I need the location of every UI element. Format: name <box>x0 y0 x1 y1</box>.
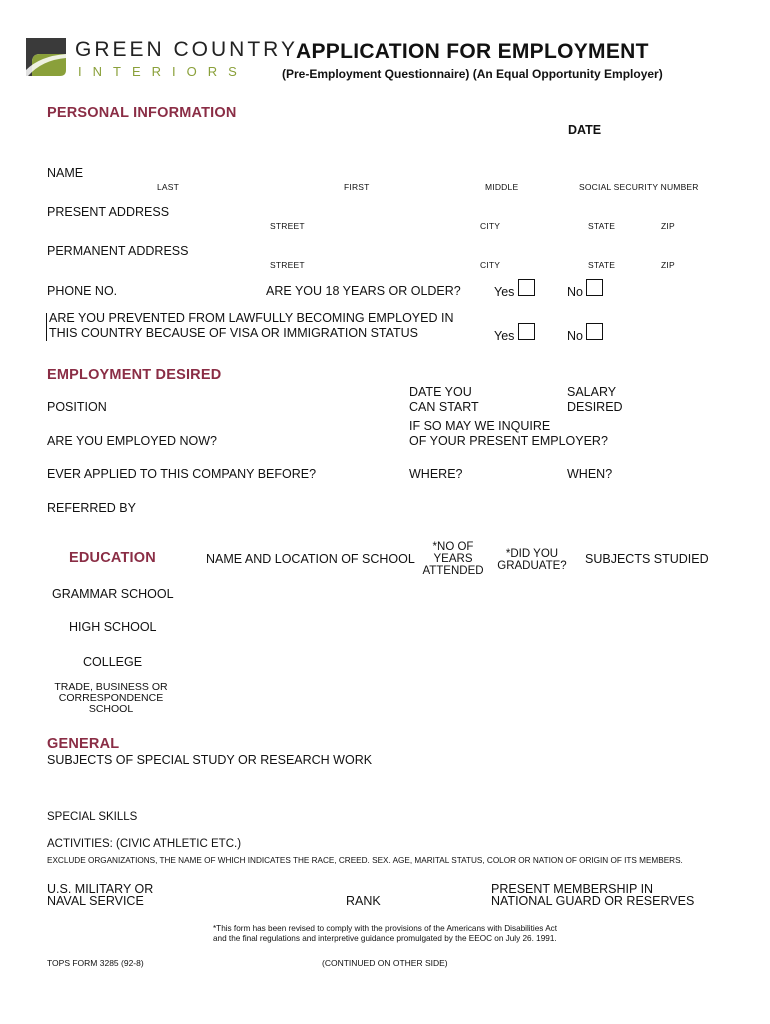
inquire-label-line2[interactable]: OF YOUR PRESENT EMPLOYER? <box>409 434 608 448</box>
present-city-label: CITY <box>480 221 501 231</box>
visa-question-line2: THIS COUNTRY BECAUSE OF VISA OR IMMIGRATION STATUS <box>49 326 419 340</box>
age-yes-label: Yes <box>494 285 515 299</box>
school-name-column: NAME AND LOCATION OF SCHOOL <box>206 552 415 566</box>
date-label[interactable]: DATE <box>568 123 602 137</box>
age-no-checkbox[interactable] <box>586 279 603 296</box>
present-address-label[interactable]: PRESENT ADDRESS <box>47 205 170 219</box>
trade-school-line2: CORRESPONDENCE <box>58 692 164 704</box>
permanent-address-label[interactable]: PERMANENT ADDRESS <box>47 244 189 258</box>
special-study-label[interactable]: SUBJECTS OF SPECIAL STUDY OR RESEARCH WORK <box>47 753 373 767</box>
permanent-state-label: STATE <box>588 260 616 270</box>
name-middle-label: MIDDLE <box>485 182 519 192</box>
visa-yes-label: Yes <box>494 329 515 343</box>
national-guard-label-line2[interactable]: NATIONAL GUARD OR RESERVES <box>491 894 695 908</box>
logo-line2: INTERIORS <box>78 64 248 79</box>
page-subtitle: (Pre-Employment Questionnaire) (An Equal Opportunity Employer) <box>282 67 663 81</box>
section-personal-information: PERSONAL INFORMATION <box>47 105 237 121</box>
section-education: EDUCATION <box>69 550 156 566</box>
name-label[interactable]: NAME <box>47 166 84 180</box>
graduated-line1: *DID YOU <box>505 548 559 560</box>
salary-label-line2[interactable]: DESIRED <box>567 400 623 414</box>
grammar-school-row[interactable]: GRAMMAR SCHOOL <box>52 587 174 601</box>
high-school-row[interactable]: HIGH SCHOOL <box>69 620 157 634</box>
visa-yes-checkbox[interactable] <box>518 323 535 340</box>
years-attended-line1: *NO OF <box>432 541 474 553</box>
page-title: APPLICATION FOR EMPLOYMENT <box>296 40 649 63</box>
present-street-label: STREET <box>270 221 305 231</box>
phone-label[interactable]: PHONE NO. <box>47 284 118 298</box>
activities-label[interactable]: ACTIVITIES: (CIVIC ATHLETIC ETC.) <box>47 838 242 850</box>
visa-no-checkbox[interactable] <box>586 323 603 340</box>
age-no-label: No <box>567 285 583 299</box>
referred-by-label[interactable]: REFERRED BY <box>47 501 136 515</box>
section-employment-desired: EMPLOYMENT DESIRED <box>47 367 222 383</box>
trade-school-row[interactable] <box>46 682 176 715</box>
date-start-label-line2[interactable]: CAN START <box>409 400 479 414</box>
visa-question-bracket <box>46 313 47 341</box>
college-row[interactable]: COLLEGE <box>83 655 143 669</box>
exclude-note: EXCLUDE ORGANIZATIONS, THE NAME OF WHICH INDICATES THE RACE, CREED. SEX. AGE, MARITAL STATUS, COLOR OR NATION OF ORIGIN OF ITS MEMBERS. <box>47 856 683 865</box>
graduated-line2: GRADUATE? <box>497 560 567 572</box>
ada-note-line1: *This form has been revised to comply with the provisions of the Americans with Disabilities Act <box>213 924 558 933</box>
years-attended-column <box>413 541 493 577</box>
section-general: GENERAL <box>47 736 120 752</box>
visa-no-label: No <box>567 329 583 343</box>
age-question: ARE YOU 18 YEARS OR OLDER? <box>266 284 461 298</box>
where-label[interactable]: WHERE? <box>409 467 463 481</box>
present-state-label: STATE <box>588 221 616 231</box>
visa-question-line1: ARE YOU PREVENTED FROM LAWFULLY BECOMING EMPLOYED IN <box>49 311 454 325</box>
national-guard-label-line1: PRESENT MEMBERSHIP IN <box>491 882 654 896</box>
permanent-street-label: STREET <box>270 260 305 270</box>
position-label[interactable]: POSITION <box>47 400 107 414</box>
years-attended-line3: ATTENDED <box>422 565 484 577</box>
rank-label[interactable]: RANK <box>346 894 381 908</box>
special-skills-label[interactable]: SPECIAL SKILLS <box>47 811 138 823</box>
when-label[interactable]: WHEN? <box>567 467 613 481</box>
logo-line1: GREEN COUNTRY <box>75 38 298 61</box>
military-label-line2[interactable]: NAVAL SERVICE <box>47 894 144 908</box>
inquire-label-line1: IF SO MAY WE INQUIRE <box>409 419 551 433</box>
permanent-city-label: CITY <box>480 260 501 270</box>
date-start-label-line1: DATE YOU <box>409 385 472 399</box>
salary-label-line1: SALARY <box>567 385 617 399</box>
graduated-column <box>492 548 572 572</box>
applied-before-label[interactable]: EVER APPLIED TO THIS COMPANY BEFORE? <box>47 467 317 481</box>
ssn-label: SOCIAL SECURITY NUMBER <box>579 182 699 192</box>
trade-school-line1: TRADE, BUSINESS OR <box>54 681 168 693</box>
name-first-label: FIRST <box>344 182 370 192</box>
military-label-line1: U.S. MILITARY OR <box>47 882 154 896</box>
employed-now-label[interactable]: ARE YOU EMPLOYED NOW? <box>47 434 217 448</box>
continued-note: (CONTINUED ON OTHER SIDE) <box>322 958 448 968</box>
form-number: TOPS FORM 3285 (92-8) <box>47 958 144 968</box>
company-logo <box>26 36 298 82</box>
years-attended-line2: YEARS <box>433 553 473 565</box>
logo-mark-icon <box>26 36 70 78</box>
permanent-zip-label: ZIP <box>661 260 675 270</box>
ada-note-line2: and the final regulations and interpretive guidance promulgated by the EEOC on July 26. 1991. <box>213 934 557 943</box>
subjects-studied-column: SUBJECTS STUDIED <box>585 552 709 566</box>
name-last-label: LAST <box>157 182 180 192</box>
age-yes-checkbox[interactable] <box>518 279 535 296</box>
present-zip-label: ZIP <box>661 221 675 231</box>
trade-school-line3: SCHOOL <box>88 703 134 715</box>
